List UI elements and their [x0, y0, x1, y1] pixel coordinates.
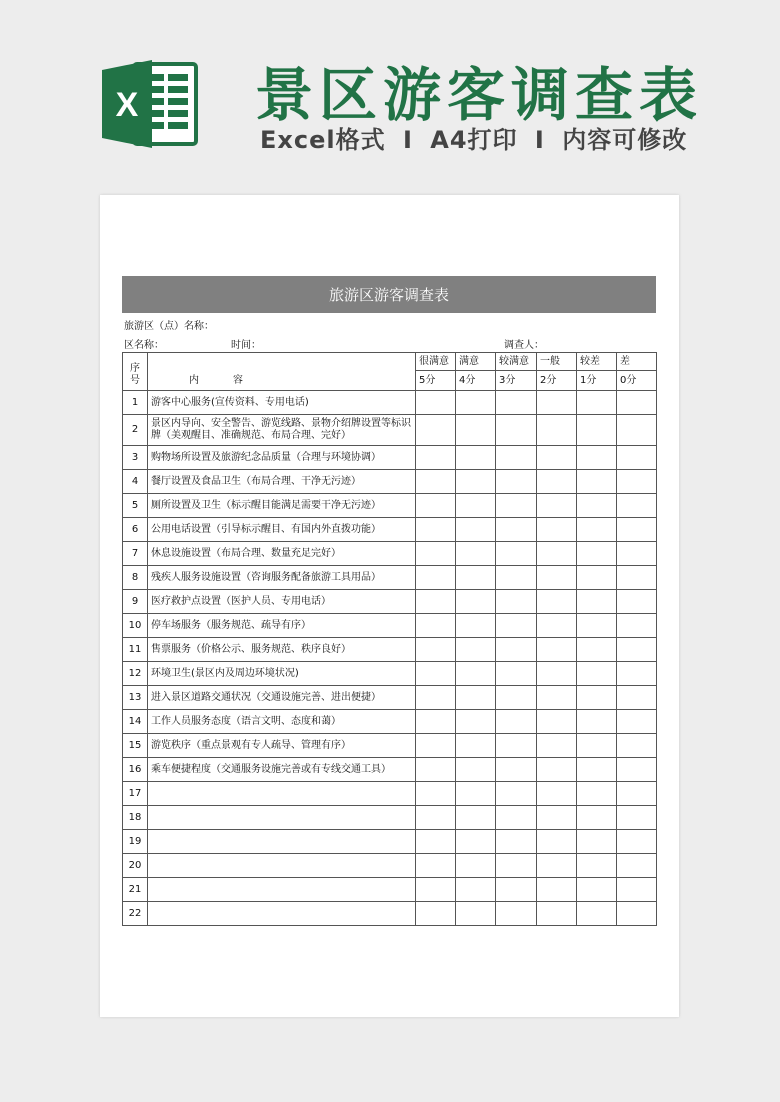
- rating-cell[interactable]: [496, 494, 537, 518]
- rating-cell[interactable]: [537, 638, 577, 662]
- rating-cell[interactable]: [496, 854, 537, 878]
- rating-cell[interactable]: [617, 391, 657, 415]
- rating-cell[interactable]: [537, 662, 577, 686]
- rating-cell[interactable]: [496, 566, 537, 590]
- row-content: [148, 806, 416, 830]
- rating-cell[interactable]: [456, 590, 496, 614]
- row-content: 工作人员服务态度（语言文明、态度和蔼）: [148, 710, 416, 734]
- table-row: [123, 614, 657, 638]
- rating-cell[interactable]: [537, 590, 577, 614]
- rating-cell[interactable]: [537, 566, 577, 590]
- rating-cell[interactable]: [537, 542, 577, 566]
- rating-score: 1分: [577, 371, 617, 391]
- rating-cell[interactable]: [617, 806, 657, 830]
- rating-cell[interactable]: [577, 391, 617, 415]
- rating-cell[interactable]: [617, 758, 657, 782]
- rating-cell[interactable]: [537, 734, 577, 758]
- subtitle-editable: 内容可修改: [562, 126, 688, 154]
- rating-cell[interactable]: [416, 638, 456, 662]
- rating-cell[interactable]: [537, 494, 577, 518]
- rating-cell[interactable]: [617, 614, 657, 638]
- rating-cell[interactable]: [456, 830, 496, 854]
- row-content: 环境卫生(景区内及周边环境状况): [148, 662, 416, 686]
- row-number: 22: [123, 902, 148, 926]
- rating-cell[interactable]: [617, 662, 657, 686]
- rating-cell[interactable]: [577, 854, 617, 878]
- rating-cell[interactable]: [577, 902, 617, 926]
- rating-cell[interactable]: [577, 830, 617, 854]
- rating-cell[interactable]: [496, 590, 537, 614]
- excel-logo-icon: [100, 58, 200, 150]
- rating-cell[interactable]: [496, 878, 537, 902]
- field-scenic-name: 旅游区（点）名称：: [124, 321, 214, 332]
- rating-cell[interactable]: [416, 662, 456, 686]
- rating-cell[interactable]: [496, 415, 537, 446]
- rating-score: 3分: [496, 371, 537, 391]
- rating-cell[interactable]: [416, 590, 456, 614]
- rating-cell[interactable]: [537, 518, 577, 542]
- svg-text:X: X: [115, 86, 139, 124]
- row-number: 9: [123, 590, 148, 614]
- rating-cell[interactable]: [416, 854, 456, 878]
- rating-cell[interactable]: [456, 415, 496, 446]
- page-subtitle: [260, 120, 687, 155]
- rating-score: 4分: [456, 371, 496, 391]
- rating-cell[interactable]: [617, 470, 657, 494]
- rating-cell[interactable]: [617, 518, 657, 542]
- rating-cell[interactable]: [416, 830, 456, 854]
- rating-cell[interactable]: [577, 415, 617, 446]
- rating-label: 满意: [456, 353, 496, 371]
- rating-cell[interactable]: [416, 391, 456, 415]
- rating-cell[interactable]: [577, 470, 617, 494]
- rating-cell[interactable]: [416, 710, 456, 734]
- rating-cell[interactable]: [416, 446, 456, 470]
- table-row: [123, 902, 657, 926]
- rating-label: 较满意: [496, 353, 537, 371]
- rating-cell[interactable]: [617, 734, 657, 758]
- field-time: 时间：: [231, 340, 261, 351]
- column-header-index: 序号: [123, 353, 148, 391]
- table-row: [123, 662, 657, 686]
- table-row: [123, 446, 657, 470]
- row-content: 游览秩序（重点景观有专人疏导、管理有序）: [148, 734, 416, 758]
- rating-cell[interactable]: [577, 566, 617, 590]
- rating-cell[interactable]: [537, 391, 577, 415]
- rating-cell[interactable]: [496, 806, 537, 830]
- document-page: [100, 195, 679, 1017]
- rating-cell[interactable]: [577, 518, 617, 542]
- rating-label: 很满意: [416, 353, 456, 371]
- rating-cell[interactable]: [496, 734, 537, 758]
- rating-cell[interactable]: [577, 710, 617, 734]
- rating-cell[interactable]: [496, 830, 537, 854]
- rating-score: 5分: [416, 371, 456, 391]
- row-content: 游客中心服务(宣传资料、专用电话): [148, 391, 416, 415]
- rating-cell[interactable]: [496, 902, 537, 926]
- row-number: 18: [123, 806, 148, 830]
- rating-cell[interactable]: [416, 566, 456, 590]
- rating-cell[interactable]: [617, 710, 657, 734]
- rating-cell[interactable]: [416, 518, 456, 542]
- rating-cell[interactable]: [456, 878, 496, 902]
- rating-cell[interactable]: [577, 446, 617, 470]
- rating-cell[interactable]: [577, 782, 617, 806]
- rating-score: 2分: [537, 371, 577, 391]
- rating-cell[interactable]: [617, 415, 657, 446]
- rating-cell[interactable]: [537, 415, 577, 446]
- header-banner: [0, 0, 780, 195]
- rating-cell[interactable]: [577, 638, 617, 662]
- rating-cell[interactable]: [537, 686, 577, 710]
- rating-label: 较差: [577, 353, 617, 371]
- sheet-title: 旅游区游客调查表: [122, 276, 656, 313]
- rating-cell[interactable]: [496, 446, 537, 470]
- rating-cell[interactable]: [456, 734, 496, 758]
- column-header-content: [148, 353, 416, 391]
- field-surveyor: 调查人：: [504, 340, 544, 351]
- row-content: 休息设施设置（布局合理、数量充足完好）: [148, 542, 416, 566]
- rating-cell[interactable]: [456, 902, 496, 926]
- rating-cell[interactable]: [496, 470, 537, 494]
- table-row: [123, 494, 657, 518]
- rating-cell[interactable]: [577, 614, 617, 638]
- rating-cell[interactable]: [456, 758, 496, 782]
- rating-cell[interactable]: [416, 902, 456, 926]
- table-row: [123, 542, 657, 566]
- rating-label: 一般: [537, 353, 577, 371]
- rating-cell[interactable]: [577, 662, 617, 686]
- rating-cell[interactable]: [496, 662, 537, 686]
- rating-cell[interactable]: [496, 782, 537, 806]
- row-number: 3: [123, 446, 148, 470]
- rating-cell[interactable]: [577, 494, 617, 518]
- table-row: [123, 878, 657, 902]
- rating-cell[interactable]: [537, 854, 577, 878]
- row-content: [148, 830, 416, 854]
- row-number: 4: [123, 470, 148, 494]
- row-number: 15: [123, 734, 148, 758]
- rating-cell[interactable]: [537, 806, 577, 830]
- rating-cell[interactable]: [617, 446, 657, 470]
- rating-cell[interactable]: [496, 518, 537, 542]
- rating-cell[interactable]: [577, 734, 617, 758]
- row-content: 乘车便捷程度（交通服务设施完善或有专线交通工具）: [148, 758, 416, 782]
- table-row: [123, 590, 657, 614]
- rating-cell[interactable]: [617, 902, 657, 926]
- subtitle-separator: I: [402, 126, 413, 154]
- rating-cell[interactable]: [496, 638, 537, 662]
- rating-cell[interactable]: [537, 614, 577, 638]
- table-row: [123, 734, 657, 758]
- row-content: 餐厅设置及食品卫生（布局合理、干净无污迹）: [148, 470, 416, 494]
- rating-cell[interactable]: [577, 806, 617, 830]
- table-row: [123, 415, 657, 446]
- rating-cell[interactable]: [416, 542, 456, 566]
- row-number: 16: [123, 758, 148, 782]
- rating-cell[interactable]: [416, 878, 456, 902]
- rating-cell[interactable]: [617, 854, 657, 878]
- row-content: 进入景区道路交通状况（交通设施完善、进出便捷）: [148, 686, 416, 710]
- row-number: 12: [123, 662, 148, 686]
- rating-cell[interactable]: [537, 902, 577, 926]
- rating-cell[interactable]: [537, 470, 577, 494]
- rating-cell[interactable]: [577, 686, 617, 710]
- row-number: 13: [123, 686, 148, 710]
- row-content: 厕所设置及卫生（标示醒目能满足需要干净无污迹）: [148, 494, 416, 518]
- page-title: 景区游客调查表: [255, 61, 704, 129]
- rating-cell[interactable]: [537, 782, 577, 806]
- rating-cell[interactable]: [617, 686, 657, 710]
- table-row: [123, 806, 657, 830]
- rating-cell[interactable]: [537, 710, 577, 734]
- rating-cell[interactable]: [456, 446, 496, 470]
- table-row: [123, 830, 657, 854]
- row-content: 售票服务（价格公示、服务规范、秩序良好）: [148, 638, 416, 662]
- row-content: 医疗救护点设置（医护人员、专用电话）: [148, 590, 416, 614]
- rating-label: 差: [617, 353, 657, 371]
- table-row: [123, 854, 657, 878]
- rating-cell[interactable]: [537, 446, 577, 470]
- table-row: [123, 782, 657, 806]
- rating-cell[interactable]: [456, 566, 496, 590]
- row-content: 购物场所设置及旅游纪念品质量（合理与环境协调）: [148, 446, 416, 470]
- rating-cell[interactable]: [617, 590, 657, 614]
- rating-cell[interactable]: [577, 590, 617, 614]
- rating-cell[interactable]: [456, 638, 496, 662]
- row-number: 6: [123, 518, 148, 542]
- row-number: 10: [123, 614, 148, 638]
- rating-cell[interactable]: [496, 710, 537, 734]
- rating-cell[interactable]: [617, 638, 657, 662]
- rating-cell[interactable]: [496, 686, 537, 710]
- rating-cell[interactable]: [456, 391, 496, 415]
- row-number: 21: [123, 878, 148, 902]
- rating-score: 0分: [617, 371, 657, 391]
- rating-cell[interactable]: [416, 415, 456, 446]
- table-row: [123, 758, 657, 782]
- row-content: 公用电话设置（引导标示醒目、有国内外直拨功能）: [148, 518, 416, 542]
- table-row: [123, 566, 657, 590]
- rating-cell[interactable]: [537, 878, 577, 902]
- row-content: [148, 782, 416, 806]
- rating-cell[interactable]: [456, 542, 496, 566]
- rating-cell[interactable]: [617, 782, 657, 806]
- table-row: [123, 470, 657, 494]
- rating-cell[interactable]: [456, 470, 496, 494]
- subtitle-separator: I: [534, 126, 545, 154]
- rating-cell[interactable]: [416, 758, 456, 782]
- rating-cell[interactable]: [456, 662, 496, 686]
- column-header-content-b: 容: [233, 375, 243, 386]
- rating-cell[interactable]: [617, 878, 657, 902]
- rating-cell[interactable]: [577, 878, 617, 902]
- rating-cell[interactable]: [617, 830, 657, 854]
- rating-cell[interactable]: [537, 830, 577, 854]
- rating-cell[interactable]: [617, 566, 657, 590]
- rating-cell[interactable]: [617, 494, 657, 518]
- rating-cell[interactable]: [416, 782, 456, 806]
- rating-cell[interactable]: [456, 614, 496, 638]
- rating-cell[interactable]: [416, 806, 456, 830]
- row-number: 20: [123, 854, 148, 878]
- table-row: [123, 638, 657, 662]
- rating-cell[interactable]: [456, 686, 496, 710]
- table-row: [123, 518, 657, 542]
- row-number: 7: [123, 542, 148, 566]
- rating-cell[interactable]: [416, 614, 456, 638]
- field-area-name: 区名称：: [124, 340, 164, 351]
- row-content: [148, 878, 416, 902]
- rating-cell[interactable]: [416, 494, 456, 518]
- row-number: 17: [123, 782, 148, 806]
- subtitle-format: Excel格式: [260, 126, 386, 154]
- rating-cell[interactable]: [496, 391, 537, 415]
- rating-cell[interactable]: [456, 854, 496, 878]
- rating-cell[interactable]: [496, 542, 537, 566]
- subtitle-print: A4打印: [430, 126, 518, 154]
- rating-cell[interactable]: [496, 758, 537, 782]
- column-header-content-a: 内: [189, 375, 199, 386]
- table-header-row: [123, 353, 657, 371]
- rating-cell[interactable]: [456, 806, 496, 830]
- rating-cell[interactable]: [416, 470, 456, 494]
- row-number: 19: [123, 830, 148, 854]
- rating-cell[interactable]: [617, 542, 657, 566]
- rating-cell[interactable]: [537, 758, 577, 782]
- row-content: 景区内导向、安全警告、游览线路、景物介绍牌设置等标识牌（美观醒目、准确规范、布局合理、完好）: [148, 415, 416, 446]
- row-number: 8: [123, 566, 148, 590]
- row-content: [148, 854, 416, 878]
- table-row: [123, 391, 657, 415]
- row-number: 1: [123, 391, 148, 415]
- rating-cell[interactable]: [577, 758, 617, 782]
- row-content: [148, 902, 416, 926]
- rating-cell[interactable]: [456, 782, 496, 806]
- rating-cell[interactable]: [496, 614, 537, 638]
- row-number: 5: [123, 494, 148, 518]
- rating-cell[interactable]: [456, 494, 496, 518]
- row-content: 停车场服务（服务规范、疏导有序）: [148, 614, 416, 638]
- table-row: [123, 686, 657, 710]
- rating-cell[interactable]: [416, 734, 456, 758]
- table-row: [123, 710, 657, 734]
- survey-table: [122, 352, 657, 926]
- row-number: 11: [123, 638, 148, 662]
- row-content: 残疾人服务设施设置（咨询服务配备旅游工具用品）: [148, 566, 416, 590]
- row-number: 2: [123, 415, 148, 446]
- rating-cell[interactable]: [416, 686, 456, 710]
- row-number: 14: [123, 710, 148, 734]
- rating-cell[interactable]: [577, 542, 617, 566]
- rating-cell[interactable]: [456, 710, 496, 734]
- rating-cell[interactable]: [456, 518, 496, 542]
